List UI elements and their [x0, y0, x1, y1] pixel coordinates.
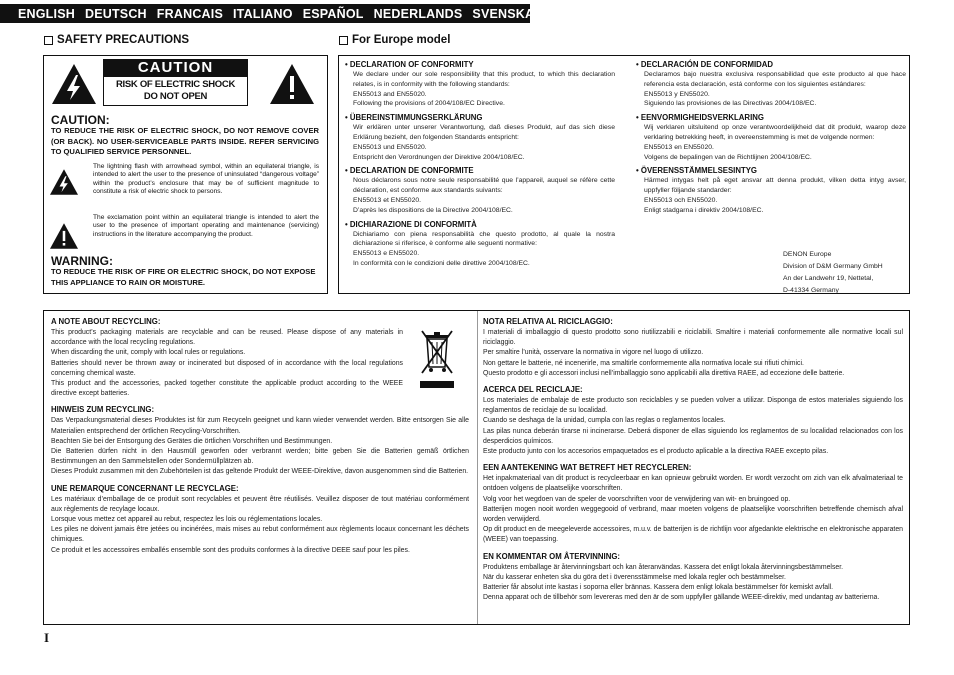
declaration-line: D’après les dispositions de la Directive 2004/108/EC.	[353, 206, 513, 214]
declaration-title: • DECLARACIÓN DE CONFORMIDAD	[636, 60, 774, 69]
recycling-note	[483, 463, 903, 545]
recycling-note-text: Op dit product en de meegeleverde accessoires, m.u.v. de batterijen is de richtlijn voor afgedankte elektrische en elektronische apparaten (WEEE) van toepassing.	[483, 526, 903, 544]
recycling-note-text: Los materiales de embalaje de este producto son reciclables y se pueden volver a utilizar. Disponga de estos materiales siguiendo los reglamentos de reciclaje de su localidad.	[483, 397, 903, 415]
conformity-declaration	[345, 166, 615, 215]
exclamation-symbol-text: The exclamation point within an equilateral triangle is intended to alert the user to the presence of important operating and maintenance (servicing) instructions in the literature accompanying the product.	[93, 214, 319, 238]
column-divider	[477, 311, 478, 624]
declaration-line: EN55013 and EN55020.	[353, 90, 427, 98]
recycling-note-text: Per smaltire l’unità, osservare la normativa in vigore nel luogo di utilizzo.	[483, 349, 704, 357]
language-label: ENGLISH	[18, 6, 75, 21]
declaration-text: Nous déclarons sous notre seule responsabilité que l’appareil, auquel se réfère cette déclaration, est conforme aux standards suivants:	[353, 177, 615, 195]
declaration-title: • DICHIARAZIONE DI CONFORMITÀ	[345, 219, 477, 229]
recycling-note-text: This product’s packaging materials are recyclable and can be reused. Please dispose of any materials in accordance with the local recycling regulations.	[51, 329, 403, 347]
declaration-title: • ÜBEREINSTIMMUNGSERKLÄRUNG	[345, 113, 483, 123]
address-line: D-41334 Germany	[783, 287, 839, 294]
recycling-note-text: Les matériaux d’emballage de ce produit sont recyclables et peuvent être réutilisés. Veuillez disposer de tout matériau conformément aux règlements de recylage locaux.	[51, 495, 469, 513]
recycling-note	[483, 385, 903, 457]
recycling-note-text: Dieses Produkt zusammen mit den Zubehörteilen ist das geltende Produkt der WEEE-Direktive, davon ausgenommen sind die Batterien.	[51, 468, 469, 476]
recycling-note	[483, 317, 903, 379]
declaration-line: EN55013 e EN55020.	[353, 250, 420, 258]
declaration-title: • ÖVERENSSTÄMMELSESINTYG	[636, 166, 757, 176]
recycling-box	[43, 310, 910, 625]
recycling-note	[51, 484, 469, 556]
language-label: NEDERLANDS	[373, 6, 463, 21]
recycling-note	[483, 552, 903, 604]
recycling-note-text: Questo prodotto e gli accessori inclusi nell’imballaggio sono applicabili alla direttiva RAEE, ad eccezione delle batterie.	[483, 369, 845, 377]
recycling-note-title: EN KOMMENTAR OM ÅTERVINNING:	[483, 551, 621, 561]
weee-crossed-bin-icon	[417, 327, 457, 391]
caution-heading: CAUTION:	[51, 113, 110, 127]
language-bar	[0, 4, 535, 23]
language-label: FRANCAIS	[156, 6, 223, 21]
recycling-note-text: Denna apparat och de tillbehör som levereras med den är de som uppfyller gällande WEEE-direktiv, med undantag av batterierna.	[483, 594, 880, 602]
declaration-text: Dichiariamo con piena responsabilità che questo prodotto, al quale la nostra dichiarazione si riferisce, è conforme alle seguenti normative:	[353, 230, 615, 248]
recycling-note-text: Het inpakmateriaal van dit product is recycleerbaar en kan opnieuw gebruikt worden. Er wordt verzocht om zich van elk afvalmateriaal te ontdoen volgens de plaatselijke voorschriften.	[483, 475, 903, 493]
declaration-title: • EENVORMIGHEIDSVERKLARING	[636, 113, 764, 123]
recycling-note-title: HINWEIS ZUM RECYCLING:	[51, 405, 155, 415]
declaration-line: In conformità con le condizioni delle direttive 2004/108/EC.	[353, 259, 530, 267]
declaration-title: • DECLARATION OF CONFORMITY	[345, 60, 474, 69]
lightning-warning-icon	[49, 168, 79, 196]
caution-label	[103, 59, 248, 109]
recycling-note-text: Las pilas nunca deberán tirarse ni incinerarse. Deberá disponer de ellas siguiendo los reglamentos de su localidad relacionados con los desperdicios químicos.	[483, 427, 903, 445]
recycling-note-text: Este producto junto con los accesorios empaquetados es el producto aplicable a la directiva RAEE excepto pilas.	[483, 448, 829, 456]
safety-precautions-box	[43, 55, 328, 294]
recycling-note-text: When discarding the unit, comply with local rules or regulations.	[51, 349, 246, 357]
caution-label-title: CAUTION	[103, 59, 248, 77]
recycling-note-text: Die Batterien dürfen nicht in den Hausmüll geworfen oder verbrannt werden; bitte geben Sie die Batterien gemäß örtlichen Bestimmungen an den Sammelstellen oder Sondermüllplätzen ab.	[51, 448, 469, 466]
recycling-note	[51, 317, 403, 399]
warning-text: TO REDUCE THE RISK OF FIRE OR ELECTRIC SHOCK, DO NOT EXPOSE THIS APPLIANCE TO RAIN OR MOISTURE.	[51, 267, 316, 287]
declaration-line: Entspricht den Verordnungen der Direktive 2004/108/EC.	[353, 153, 525, 161]
declaration-line: Volgens de bepalingen van de Richtlijnen 2004/108/EC.	[644, 153, 812, 161]
declaration-line: Siguiendo las provisiones de las Directivas 2004/108/EC.	[644, 100, 817, 108]
conformity-declaration	[345, 113, 615, 162]
page-number: I	[44, 630, 50, 645]
declaration-line: EN55013 und EN55020.	[353, 143, 427, 151]
warning-heading: WARNING:	[51, 254, 113, 268]
recycling-column-left	[51, 317, 469, 562]
conformity-declaration	[345, 60, 615, 109]
declaration-text: Wir erklären unter unserer Verantwortung, daß dieses Produkt, auf das sich diese Erklärung bezieht, den folgenden Standards entspricht:	[353, 124, 615, 141]
recycling-note-title: NOTA RELATIVA AL RICICLAGGIO:	[483, 317, 613, 326]
recycling-note-text: Batterijen mogen nooit worden weggegooid of verbrand, maar moeten volgens de plaatselijke voorschriften betreffende chemisch afval worden verwijderd.	[483, 505, 903, 524]
safety-heading: SAFETY PRECAUTIONS	[44, 34, 189, 46]
recycling-note-text: Produktens emballage är återvinningsbart och kan återanvändas. Kassera det enligt lokala återvinningsbestämmelser.	[483, 563, 844, 571]
recycling-note-text: Les piles ne doivent jamais être jetées ou incinérées, mais mises au rebut conformément aux règlements locaux concernant les déchets chimiques.	[51, 526, 469, 544]
recycling-note-text: Batteries should never be thrown away or incinerated but disposed of in accordance with the local regulations concerning chemical waste.	[51, 359, 403, 377]
manufacturer-address	[783, 249, 883, 297]
caution-label-sub: RISK OF ELECTRIC SHOCK DO NOT OPEN	[103, 77, 248, 106]
lightning-warning-icon	[51, 62, 97, 106]
declaration-title: • DECLARATION DE CONFORMITE	[345, 166, 474, 176]
declaration-text: Härmed intygas helt på eget ansvar att denna produkt, vilken detta intyg avser, uppfyller följande standarder:	[644, 177, 906, 195]
lightning-symbol-text: The lightning flash with arrowhead symbol, within an equilateral triangle, is intended to alert the user to the presence of uninsulated “dangerous voltage” within the product’s enclosure that may be of sufficient magnitude to constitute a risk of electric shock to persons.	[93, 163, 319, 196]
declaration-line: Enligt stadgarna i direktiv 2004/108/EC.	[644, 206, 764, 214]
caution-text: TO REDUCE THE RISK OF ELECTRIC SHOCK, DO NOT REMOVE COVER (OR BACK). NO USER-SERVICEABLE PARTS INSIDE. REFER SERVICING TO QUALIFIED SERVICE PERSONNEL.	[51, 126, 319, 156]
conformity-declaration	[636, 113, 906, 162]
declaration-text: We declare under our sole responsibility that this product, to which this declaration relates, is in conformity with the following standards:	[353, 71, 615, 88]
recycling-note-title: A NOTE ABOUT RECYCLING:	[51, 317, 161, 326]
address-line: DENON Europe	[783, 251, 832, 258]
recycling-note-text: Cuando se deshaga de la unidad, cumpla con las reglas o reglamentos locales.	[483, 417, 726, 425]
conformity-column-2	[636, 60, 906, 220]
language-label: DEUTSCH	[84, 6, 147, 21]
declaration-line: EN55013 en EN55020.	[644, 143, 714, 151]
conformity-declaration	[636, 166, 906, 215]
checkbox-icon	[44, 36, 53, 45]
checkbox-icon	[339, 36, 348, 45]
recycling-note-title: ACERCA DEL RECICLAJE:	[483, 385, 583, 395]
recycling-note-text: This product and the accessories, packed together constitute the applicable product according to the WEEE directive except batteries.	[51, 380, 403, 398]
recycling-note-text: Lorsque vous mettez cet appareil au rebut, respectez les lois ou réglementations locales.	[51, 516, 323, 524]
exclamation-warning-icon	[49, 222, 79, 250]
recycling-column-right	[483, 317, 903, 609]
recycling-note-text: När du kasserar enheten ska du göra det i överensstämmelse med lokala regler och bestämmelser.	[483, 573, 786, 581]
recycling-note-text: Non gettare le batterie, né incenerirle, ma smaltirle conformemente alla normativa locale sui rifiuti chimici.	[483, 359, 804, 367]
recycling-note-text: Beachten Sie bei der Entsorgung des Gerätes die örtlichen Vorschriften und Bestimmungen.	[51, 437, 333, 445]
recycling-note-text: Volg voor het wegdoen van de speler de voorschriften voor de verwijdering van wit- en bruingoed op.	[483, 495, 791, 503]
address-line: An der Landwehr 19, Nettetal,	[783, 275, 874, 282]
declaration-line: EN55013 och EN55020.	[644, 196, 718, 204]
recycling-note-title: UNE REMARQUE CONCERNANT LE RECYCLAGE:	[51, 483, 239, 493]
europe-heading: For Europe model	[339, 34, 450, 46]
language-label: SVENSKA	[472, 6, 535, 21]
declaration-line: EN55013 et EN55020.	[353, 196, 422, 204]
conformity-column-1	[345, 60, 615, 273]
recycling-note-text: Das Verpackungsmaterial dieses Produktes ist für zum Recyceln geeignet und kann wieder verwendet werden. Bitte entsorgen Sie alle Materialien entsprechend der örtlichen Recycling-Vorschriften.	[51, 417, 469, 435]
recycling-note	[51, 405, 469, 477]
europe-conformity-box	[338, 55, 910, 294]
recycling-note-text: Ce produit et les accessoires emballés ensemble sont des produits conformes à la directive DEEE sauf pour les piles.	[51, 546, 410, 554]
recycling-note-text: I materiali di imballaggio di questo prodotto sono riutilizzabili e riciclabili. Smaltire i materiali conformemente alle normative locali sul riciclaggio.	[483, 329, 903, 347]
declaration-text: Declaramos bajo nuestra exclusiva responsabilidad que este producto al que hace referencia esta declaración, está conforme con los siguientes estándares:	[644, 71, 906, 88]
language-label: ESPAÑOL	[302, 6, 364, 21]
address-line: Division of D&M Germany GmbH	[783, 263, 883, 270]
declaration-line: Following the provisions of 2004/108/EC Directive.	[353, 100, 505, 108]
language-label: ITALIANO	[232, 6, 293, 21]
recycling-note-title: EEN AANTEKENING WAT BETREFT HET RECYCLEREN:	[483, 463, 692, 473]
conformity-declaration	[636, 60, 906, 109]
declaration-text: Wij verklaren uitsluitend op onze verantwoordelijkheid dat dit produkt, waarop deze verklaring betrekking heeft, in overeenstemming is met de volgende normen:	[644, 124, 906, 141]
recycling-note-text: Batterier får absolut inte kastas i soporna eller brännas. Kassera dem enligt lokala bestämmelser för kemiskt avfall.	[483, 584, 834, 592]
declaration-line: EN55013 y EN55020.	[644, 90, 710, 98]
exclamation-warning-icon	[269, 62, 315, 106]
conformity-declaration	[345, 220, 615, 269]
